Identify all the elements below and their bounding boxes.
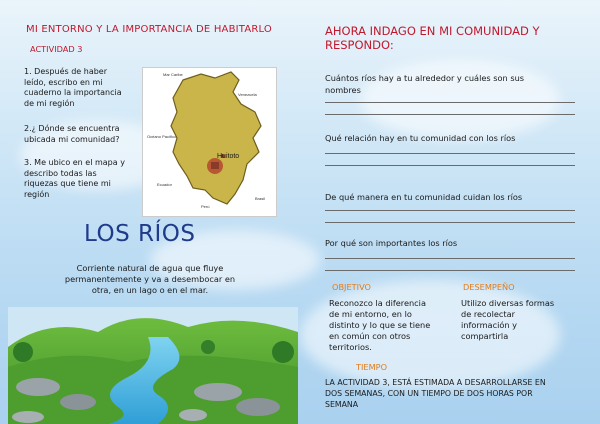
- right-question-2: Qué relación hay en tu comunidad con los ríos: [325, 133, 516, 143]
- answer-line[interactable]: [325, 222, 575, 223]
- objetivo-line: en común con otros: [329, 331, 411, 341]
- section-title-rios: LOS RÍOS: [84, 221, 196, 247]
- map-label: Ecuador: [157, 182, 172, 187]
- question-line: región: [24, 189, 50, 199]
- rios-definition: [52, 263, 248, 296]
- desempeno-line: compartirla: [461, 331, 509, 341]
- map-label: Brasil: [255, 196, 266, 201]
- question-line: cuaderno la importancia: [24, 88, 122, 97]
- tiempo-line: DOS SEMANAS, CON UN TIEMPO DE DOS HORAS POR: [325, 389, 533, 398]
- desempeno-line: Utilizo diversas formas: [461, 298, 555, 308]
- right-question-4: Por qué son importantes los ríos: [325, 238, 458, 248]
- objetivo-line: Reconozco la diferencia: [329, 298, 426, 308]
- question-line: describo todas las: [24, 168, 97, 178]
- objetivo-text: [329, 298, 454, 353]
- definition-line: Corriente natural de agua que fluye: [76, 263, 224, 273]
- question-line: ubicada mi comunidad?: [24, 134, 120, 144]
- map-label-main: Huitoto: [217, 153, 240, 160]
- question-line: de mi región: [24, 98, 75, 108]
- definition-line: otra, en un lago o en el mar.: [91, 285, 209, 295]
- answer-line[interactable]: [325, 102, 575, 103]
- colombia-map: [142, 67, 277, 217]
- question-2: [24, 124, 139, 145]
- tiempo-text: [325, 377, 595, 410]
- objetivo-line: distinto y lo que se tiene: [329, 320, 431, 330]
- map-label: Mar Caribe: [163, 72, 183, 77]
- desempeno-label: DESEMPEÑO: [463, 282, 515, 292]
- answer-line[interactable]: [325, 114, 575, 115]
- answer-line[interactable]: [325, 258, 575, 259]
- desempeno-text: [461, 298, 586, 342]
- question-line: 3. Me ubico en el mapa y: [24, 158, 125, 167]
- river-landscape-illustration: [8, 307, 298, 424]
- question-1: [24, 67, 139, 109]
- question-line: Cuántos ríos hay a tu alrededor y cuáles son sus: [325, 73, 525, 83]
- activity-label: ACTIVIDAD 3: [30, 44, 83, 54]
- map-label: Venezuela: [238, 92, 257, 97]
- right-title-line: AHORA INDAGO EN MI COMUNIDAD Y: [325, 24, 540, 38]
- map-illustration: [143, 68, 276, 216]
- objetivo-label: OBJETIVO: [332, 282, 371, 292]
- objetivo-line: de mi entorno, en lo: [329, 309, 412, 319]
- desempeno-line: de recolectar: [461, 309, 515, 319]
- definition-line: permanentemente y va a desembocar en: [64, 274, 236, 284]
- objetivo-line: territorios.: [329, 342, 372, 352]
- question-line: 1. Después de haber: [24, 67, 108, 76]
- right-question-3: De qué manera en tu comunidad cuidan los ríos: [325, 192, 523, 202]
- tiempo-line: LA ACTIVIDAD 3, ESTÁ ESTIMADA A DESARROLLARSE EN: [325, 378, 546, 387]
- right-question-1: [325, 72, 580, 96]
- right-title: [325, 24, 580, 52]
- desempeno-line: información y: [461, 320, 517, 330]
- question-line: nombres: [325, 85, 361, 95]
- tiempo-line: SEMANA: [325, 400, 359, 409]
- answer-line[interactable]: [325, 153, 575, 154]
- right-title-line: RESPONDO:: [325, 38, 394, 52]
- left-title: MI ENTORNO Y LA IMPORTANCIA DE HABITARLO: [26, 24, 272, 35]
- question-line: 2.¿ Dónde se encuentra: [24, 124, 120, 133]
- map-label: Océano Pacífico: [147, 134, 177, 139]
- question-3: [24, 158, 139, 200]
- answer-line[interactable]: [325, 270, 575, 271]
- tiempo-label: TIEMPO: [356, 362, 388, 372]
- question-line: leído, escribo en mi: [24, 77, 103, 87]
- answer-line[interactable]: [325, 165, 575, 166]
- answer-line[interactable]: [325, 210, 575, 211]
- map-label: Perú: [201, 204, 210, 209]
- question-line: riquezas que tiene mi: [24, 179, 111, 188]
